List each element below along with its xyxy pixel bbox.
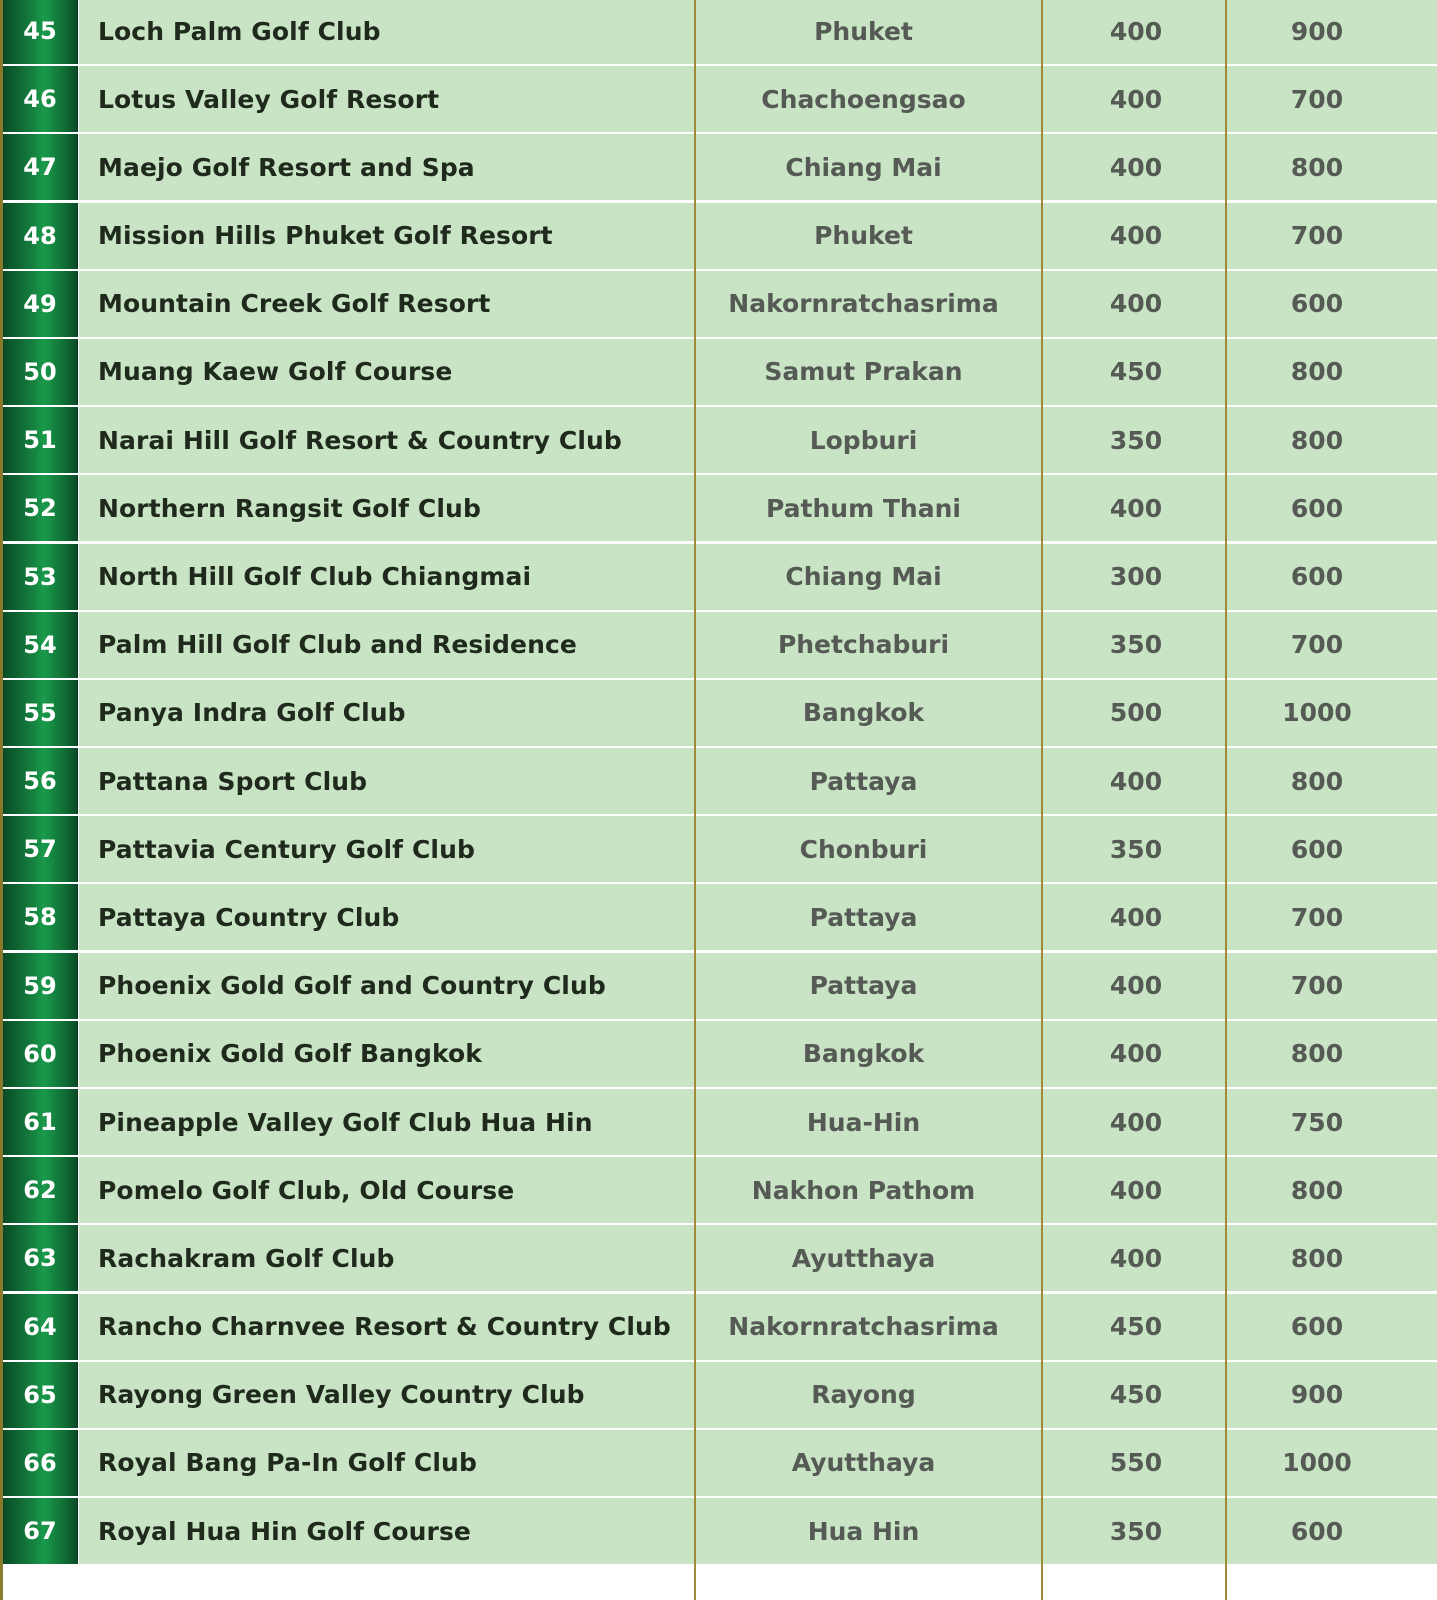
price-weekend: 800 (1227, 407, 1437, 473)
course-name: Rachakram Golf Club (79, 1225, 694, 1291)
table-row (0, 1089, 1437, 1157)
row-number: 64 (3, 1294, 78, 1360)
price-weekend: 900 (1227, 0, 1437, 64)
course-name: Lotus Valley Golf Resort (79, 66, 694, 132)
price-weekend: 600 (1227, 816, 1437, 882)
price-weekday: 400 (1043, 748, 1225, 814)
course-location: Phuket (696, 203, 1041, 269)
table-row (0, 884, 1437, 952)
course-location: Lopburi (696, 407, 1041, 473)
table-row (0, 203, 1437, 271)
price-weekend: 700 (1227, 953, 1437, 1019)
row-number: 58 (3, 884, 78, 950)
course-location: Hua Hin (696, 1498, 1041, 1564)
price-weekday: 400 (1043, 134, 1225, 200)
row-number: 48 (3, 203, 78, 269)
course-name: Royal Hua Hin Golf Course (79, 1498, 694, 1564)
price-weekend: 900 (1227, 1362, 1437, 1428)
course-name: Pineapple Valley Golf Club Hua Hin (79, 1089, 694, 1155)
row-number: 53 (3, 544, 78, 610)
course-name: Phoenix Gold Golf Bangkok (79, 1021, 694, 1087)
row-number: 55 (3, 680, 78, 746)
row-number: 47 (3, 134, 78, 200)
course-name: North Hill Golf Club Chiangmai (79, 544, 694, 610)
course-name: Pattana Sport Club (79, 748, 694, 814)
course-location: Bangkok (696, 1021, 1041, 1087)
course-location: Phetchaburi (696, 612, 1041, 678)
column-divider (1041, 0, 1043, 1600)
price-weekend: 1000 (1227, 680, 1437, 746)
course-name: Pomelo Golf Club, Old Course (79, 1157, 694, 1223)
table-row (0, 407, 1437, 475)
price-weekday: 450 (1043, 339, 1225, 405)
price-weekend: 700 (1227, 203, 1437, 269)
course-name: Pattavia Century Golf Club (79, 816, 694, 882)
table-row (0, 271, 1437, 339)
price-weekend: 800 (1227, 1157, 1437, 1223)
course-name: Muang Kaew Golf Course (79, 339, 694, 405)
row-number: 54 (3, 612, 78, 678)
course-name: Mountain Creek Golf Resort (79, 271, 694, 337)
price-weekend: 1000 (1227, 1430, 1437, 1496)
table-row (0, 1225, 1437, 1293)
course-location: Phuket (696, 0, 1041, 64)
course-location: Chiang Mai (696, 134, 1041, 200)
price-weekday: 400 (1043, 1225, 1225, 1291)
course-location: Pattaya (696, 884, 1041, 950)
row-number: 57 (3, 816, 78, 882)
course-name: Panya Indra Golf Club (79, 680, 694, 746)
price-weekday: 400 (1043, 271, 1225, 337)
table-row (0, 1157, 1437, 1225)
row-number: 50 (3, 339, 78, 405)
price-weekday: 400 (1043, 0, 1225, 64)
table-row (0, 612, 1437, 680)
row-number: 51 (3, 407, 78, 473)
course-location: Samut Prakan (696, 339, 1041, 405)
table-row (0, 1498, 1437, 1566)
row-number: 63 (3, 1225, 78, 1291)
table-row (0, 1362, 1437, 1430)
row-number: 46 (3, 66, 78, 132)
price-weekend: 800 (1227, 1021, 1437, 1087)
price-weekend: 800 (1227, 1225, 1437, 1291)
price-weekend: 700 (1227, 66, 1437, 132)
price-weekday: 400 (1043, 884, 1225, 950)
row-number: 45 (3, 0, 78, 64)
course-location: Nakornratchasrima (696, 271, 1041, 337)
row-number: 56 (3, 748, 78, 814)
price-weekend: 800 (1227, 134, 1437, 200)
course-location: Bangkok (696, 680, 1041, 746)
course-name: Palm Hill Golf Club and Residence (79, 612, 694, 678)
table-row (0, 0, 1437, 66)
course-location: Ayutthaya (696, 1225, 1041, 1291)
course-name: Royal Bang Pa-In Golf Club (79, 1430, 694, 1496)
price-weekend: 600 (1227, 271, 1437, 337)
course-location: Pattaya (696, 953, 1041, 1019)
row-number: 60 (3, 1021, 78, 1087)
price-weekday: 350 (1043, 407, 1225, 473)
course-name: Loch Palm Golf Club (79, 0, 694, 64)
price-weekend: 800 (1227, 339, 1437, 405)
row-number: 59 (3, 953, 78, 1019)
table-row (0, 953, 1437, 1021)
course-name: Mission Hills Phuket Golf Resort (79, 203, 694, 269)
price-weekend: 600 (1227, 1498, 1437, 1564)
course-location: Chiang Mai (696, 544, 1041, 610)
course-location: Hua-Hin (696, 1089, 1041, 1155)
course-name: Phoenix Gold Golf and Country Club (79, 953, 694, 1019)
price-weekday: 550 (1043, 1430, 1225, 1496)
price-weekday: 350 (1043, 612, 1225, 678)
course-location: Rayong (696, 1362, 1041, 1428)
price-weekday: 400 (1043, 475, 1225, 541)
table-row (0, 66, 1437, 134)
price-weekday: 350 (1043, 1498, 1225, 1564)
price-weekday: 400 (1043, 1089, 1225, 1155)
table-row (0, 475, 1437, 543)
price-weekday: 400 (1043, 953, 1225, 1019)
price-weekday: 450 (1043, 1294, 1225, 1360)
price-weekday: 300 (1043, 544, 1225, 610)
course-name: Rancho Charnvee Resort & Country Club (79, 1294, 694, 1360)
table-row (0, 134, 1437, 202)
price-weekend: 600 (1227, 1294, 1437, 1360)
table-row (0, 748, 1437, 816)
table-row (0, 1294, 1437, 1362)
price-weekday: 400 (1043, 1021, 1225, 1087)
price-weekend: 800 (1227, 748, 1437, 814)
course-location: Pathum Thani (696, 475, 1041, 541)
course-name: Pattaya Country Club (79, 884, 694, 950)
course-location: Nakhon Pathom (696, 1157, 1041, 1223)
course-name: Maejo Golf Resort and Spa (79, 134, 694, 200)
row-number: 61 (3, 1089, 78, 1155)
price-weekend: 750 (1227, 1089, 1437, 1155)
table-row (0, 816, 1437, 884)
course-name: Northern Rangsit Golf Club (79, 475, 694, 541)
table-row (0, 1021, 1437, 1089)
course-location: Chonburi (696, 816, 1041, 882)
column-divider (1225, 0, 1227, 1600)
course-name: Narai Hill Golf Resort & Country Club (79, 407, 694, 473)
course-location: Nakornratchasrima (696, 1294, 1041, 1360)
price-weekday: 500 (1043, 680, 1225, 746)
row-number: 62 (3, 1157, 78, 1223)
table-row (0, 680, 1437, 748)
row-number: 49 (3, 271, 78, 337)
price-weekend: 600 (1227, 475, 1437, 541)
column-divider (694, 0, 696, 1600)
price-weekend: 700 (1227, 884, 1437, 950)
row-number: 65 (3, 1362, 78, 1428)
price-weekday: 400 (1043, 203, 1225, 269)
course-location: Chachoengsao (696, 66, 1041, 132)
row-number: 66 (3, 1430, 78, 1496)
price-weekday: 350 (1043, 816, 1225, 882)
table-row (0, 544, 1437, 612)
course-location: Pattaya (696, 748, 1041, 814)
price-weekday: 450 (1043, 1362, 1225, 1428)
table-row (0, 1430, 1437, 1498)
price-weekend: 600 (1227, 544, 1437, 610)
price-weekday: 400 (1043, 66, 1225, 132)
table-row (0, 339, 1437, 407)
course-location: Ayutthaya (696, 1430, 1041, 1496)
course-name: Rayong Green Valley Country Club (79, 1362, 694, 1428)
price-weekend: 700 (1227, 612, 1437, 678)
row-number: 67 (3, 1498, 78, 1564)
row-number: 52 (3, 475, 78, 541)
price-weekday: 400 (1043, 1157, 1225, 1223)
